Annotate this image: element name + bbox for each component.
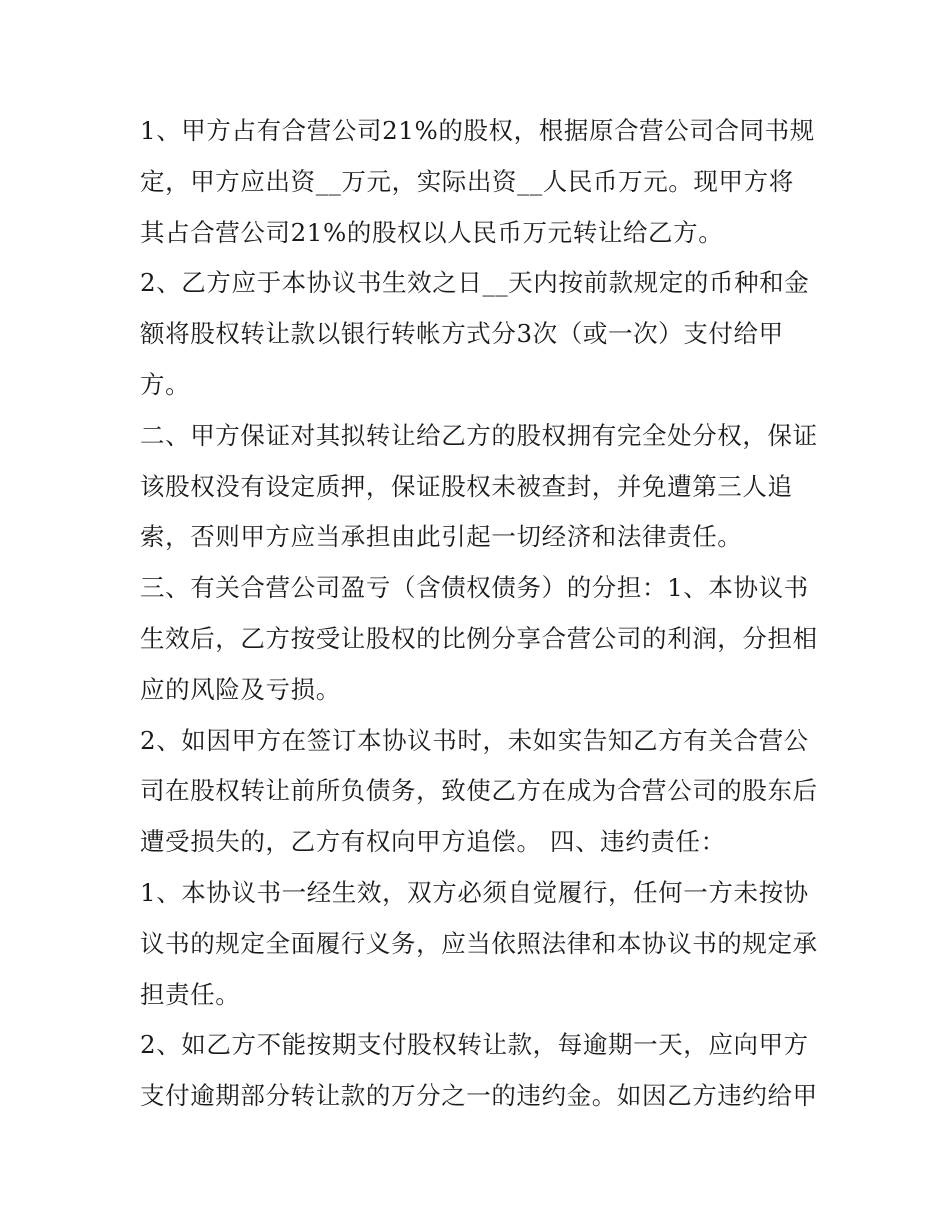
paragraph-line: 1、甲方占有合营公司21%的股权，根据原合营公司合同书规 <box>140 116 815 145</box>
paragraph-7 <box>140 1020 830 1122</box>
paragraph-line: 方。 <box>140 369 191 399</box>
paragraph-4 <box>140 563 830 715</box>
paragraph-line: 索，否则甲方应当承担由此引起一切经济和法律责任。 <box>140 522 743 552</box>
paragraph-line: 2、乙方应于本协议书生效之日__天内按前款规定的币种和金 <box>140 268 810 298</box>
paragraph-line: 应的风险及亏损。 <box>140 674 341 704</box>
paragraph-line: 2、如因甲方在签订本协议书时，未如实告知乙方有关合营公 <box>140 725 809 755</box>
paragraph-line: 生效后，乙方按受让股权的比例分享合营公司的利润，分担相 <box>140 623 818 653</box>
paragraph-5 <box>140 716 830 868</box>
paragraph-line: 其占合营公司21%的股权以人民币万元转让给乙方。 <box>140 217 724 247</box>
paragraph-line: 担责任。 <box>140 979 241 1009</box>
paragraph-6 <box>140 868 830 1020</box>
paragraph-line: 二、甲方保证对其拟转让给乙方的股权拥有完全处分权，保证 <box>140 420 818 450</box>
paragraph-line: 遭受损失的，乙方有权向甲方追偿。 四、违约责任： <box>140 827 726 857</box>
paragraph-line: 司在股权转让前所负债务，致使乙方在成为合营公司的股东后 <box>140 776 818 806</box>
paragraph-2 <box>140 258 830 410</box>
document-body <box>140 106 830 1122</box>
paragraph-1 <box>140 106 830 258</box>
paragraph-line: 额将股权转让款以银行转帐方式分3次（或一次）支付给甲 <box>140 319 784 349</box>
paragraph-line: 2、如乙方不能按期支付股权转让款，每逾期一天，应向甲方 <box>140 1030 809 1060</box>
paragraph-line: 议书的规定全面履行义务，应当依照法律和本协议书的规定承 <box>140 928 818 958</box>
paragraph-line: 1、本协议书一经生效，双方必须自觉履行，任何一方未按协 <box>140 877 809 907</box>
paragraph-line: 该股权没有设定质押，保证股权未被查封，并免遭第三人追 <box>140 471 793 501</box>
paragraph-3 <box>140 411 830 563</box>
paragraph-line: 定，甲方应出资__万元，实际出资__人民币万元。现甲方将 <box>140 166 794 196</box>
paragraph-line: 支付逾期部分转让款的万分之一的违约金。如因乙方违约给甲 <box>140 1081 818 1111</box>
paragraph-line: 三、有关合营公司盈亏（含债权债务）的分担：1、本协议书 <box>140 573 809 603</box>
